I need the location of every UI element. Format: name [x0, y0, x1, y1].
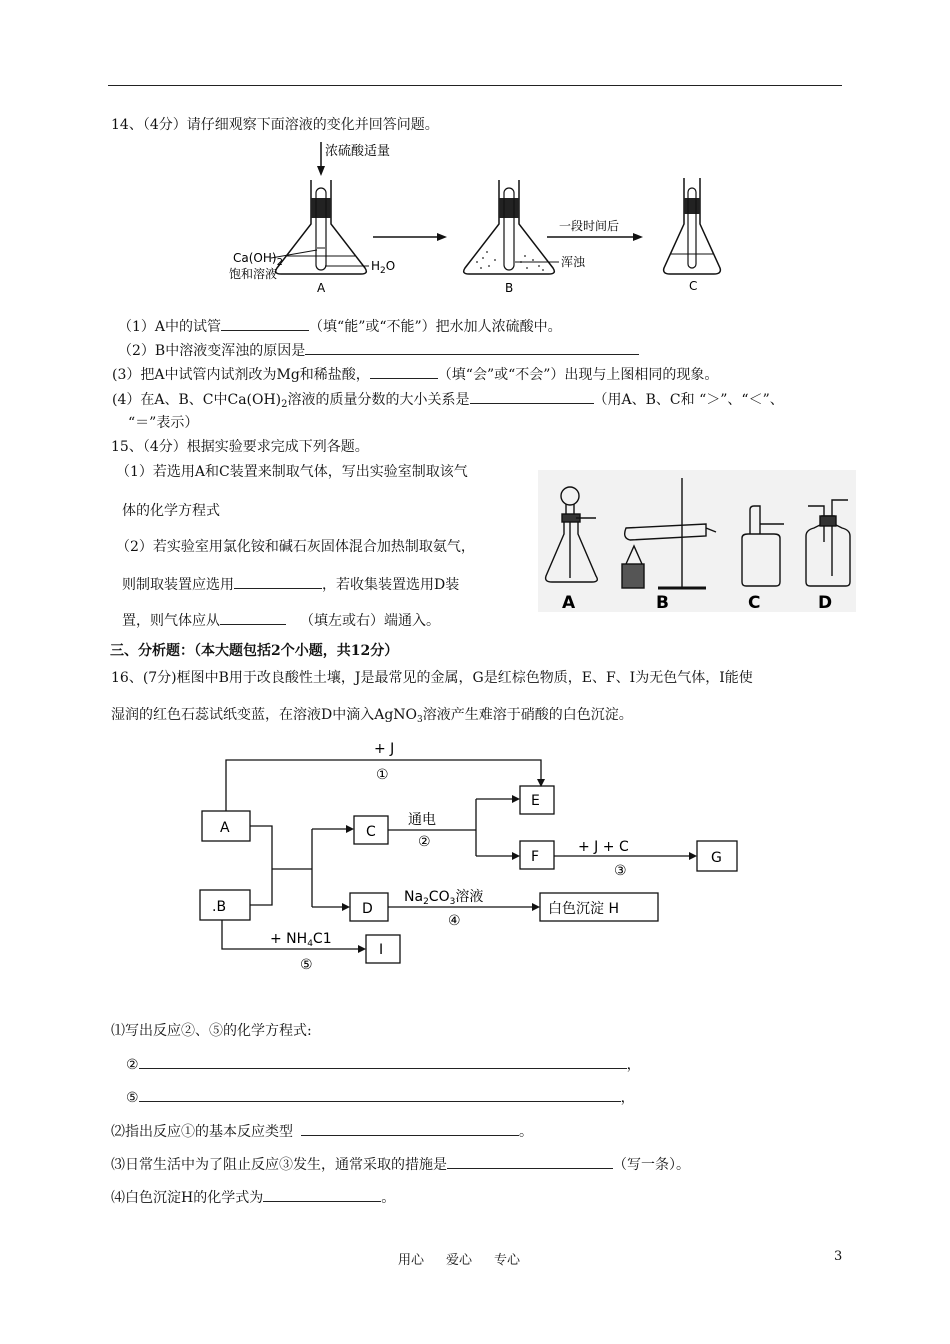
q14-part4-cont: “＝”表示）	[128, 415, 199, 431]
label-b: B	[656, 593, 669, 613]
reagent-label: 浓硫酸适量	[325, 144, 391, 159]
svg-text:⑤: ⑤	[300, 957, 313, 973]
footer-motto-3: 专心	[494, 1253, 521, 1268]
q14-part4: (4）在A、B、C中$Ca(OH)_2$溶液的质量分数的大小关系是 （用A、B、C和 “＞”、“＜”、	[112, 389, 784, 414]
q16-sub2: ⑵指出反应①的基本反应类型 。	[111, 1121, 533, 1141]
q15-part2-a: （2）若实验室用氯化铵和碱石灰固体混合加热制取氨气，	[116, 539, 475, 555]
q16-intro-1: 16、(7分)框图中B用于改良酸性土壤，J是最常见的金属，G是红棕色物质，E、F、I为无色气体，I能使	[111, 670, 753, 686]
turbid-label: 浑浊	[561, 255, 586, 269]
label-d: D	[818, 593, 833, 613]
label-c: C	[748, 593, 761, 613]
svg-text:+ J: + J	[374, 741, 395, 757]
q14-part2: （2）B中溶液变浑浊的原因是	[118, 340, 639, 360]
svg-text:E: E	[531, 793, 540, 809]
flask-b	[464, 180, 555, 274]
q14-part1: （1）A中的试管 （填“能”或“不能”）把水加人浓硫酸中。	[118, 316, 562, 336]
q16-sub1-a: ② ，	[126, 1054, 641, 1074]
svg-text:+ J + C: + J + C	[578, 839, 629, 855]
header-rule	[108, 85, 842, 86]
page-number: 3	[834, 1249, 843, 1264]
svg-text:④: ④	[448, 913, 461, 929]
svg-text:.B: .B	[212, 899, 227, 915]
label-a: A	[562, 593, 576, 613]
q14-figure	[225, 138, 665, 298]
q16-flowchart	[190, 735, 750, 975]
footer-motto-2: 爱心	[446, 1253, 473, 1268]
q16-sub1-b: ⑤ ，	[126, 1087, 635, 1107]
section3-title: 三、分析题：（本大题包括2个小题，共12分）	[110, 643, 399, 659]
label-b: B	[505, 281, 514, 295]
q15-title: 15、（4分）根据实验要求完成下列各题。	[111, 439, 369, 455]
q16-sub3: ⑶日常生活中为了阻止反应③发生，通常采取的措施是 （写一条）。	[111, 1154, 690, 1174]
svg-text:②: ②	[418, 834, 431, 850]
label-c: C	[689, 279, 698, 293]
flask-a	[276, 180, 367, 274]
q15-part2-c: 置，则气体应从 （填左或右）端通入。	[122, 610, 440, 630]
svg-text:C: C	[366, 824, 376, 840]
svg-text:D: D	[362, 901, 373, 917]
q15-part1-b: 体的化学方程式	[122, 503, 220, 519]
svg-text:H2O: $H_2O$	[371, 259, 396, 276]
time-label: 一段时间后	[559, 219, 620, 233]
svg-text:③: ③	[614, 863, 627, 879]
q16-intro-2: 湿润的红色石蕊试纸变蓝，在溶液D中滴入AgNO$_3$溶液产生难溶于硝酸的白色沉淀。	[111, 707, 633, 725]
flask-c	[660, 176, 724, 298]
svg-text:G: G	[711, 850, 722, 866]
svg-text:Ca(OH)2: $Ca(OH)_2$	[233, 251, 283, 268]
svg-text:F: F	[531, 849, 540, 865]
q16-sub4: ⑷白色沉淀H的化学式为 。	[111, 1187, 395, 1207]
svg-text:+ NH4C1: + $NH_4C1$	[270, 931, 332, 949]
label-a: A	[317, 281, 326, 295]
svg-text:I: I	[379, 942, 384, 958]
q14-title: 14、（4分）请仔细观察下面溶液的变化并回答问题。	[111, 117, 439, 133]
q16-sub1: ⑴写出反应②、⑤的化学方程式:	[111, 1023, 312, 1039]
q15-part1-a: （1）若选用A和C装置来制取气体，写出实验室制取该气	[116, 464, 468, 480]
svg-text:A: A	[220, 820, 230, 836]
footer-motto-1: 用心	[398, 1253, 425, 1268]
svg-text:白色沉淀 H: 白色沉淀 H	[548, 901, 619, 917]
q15-part2-b: 则制取装置应选用 ，若收集装置选用D装	[122, 574, 459, 594]
svg-text:①: ①	[376, 767, 389, 783]
left-label-2: 饱和溶液	[229, 267, 278, 281]
q15-apparatus	[538, 470, 856, 612]
svg-text:Na2CO3溶液: $Na_2CO_3$溶液	[404, 889, 484, 907]
q14-part3: (3）把A中试管内试剂改为Mg和稀盐酸， （填“会”或“不会”）出现与上图相同的现象。	[112, 364, 718, 384]
svg-text:通电: 通电	[408, 812, 436, 828]
